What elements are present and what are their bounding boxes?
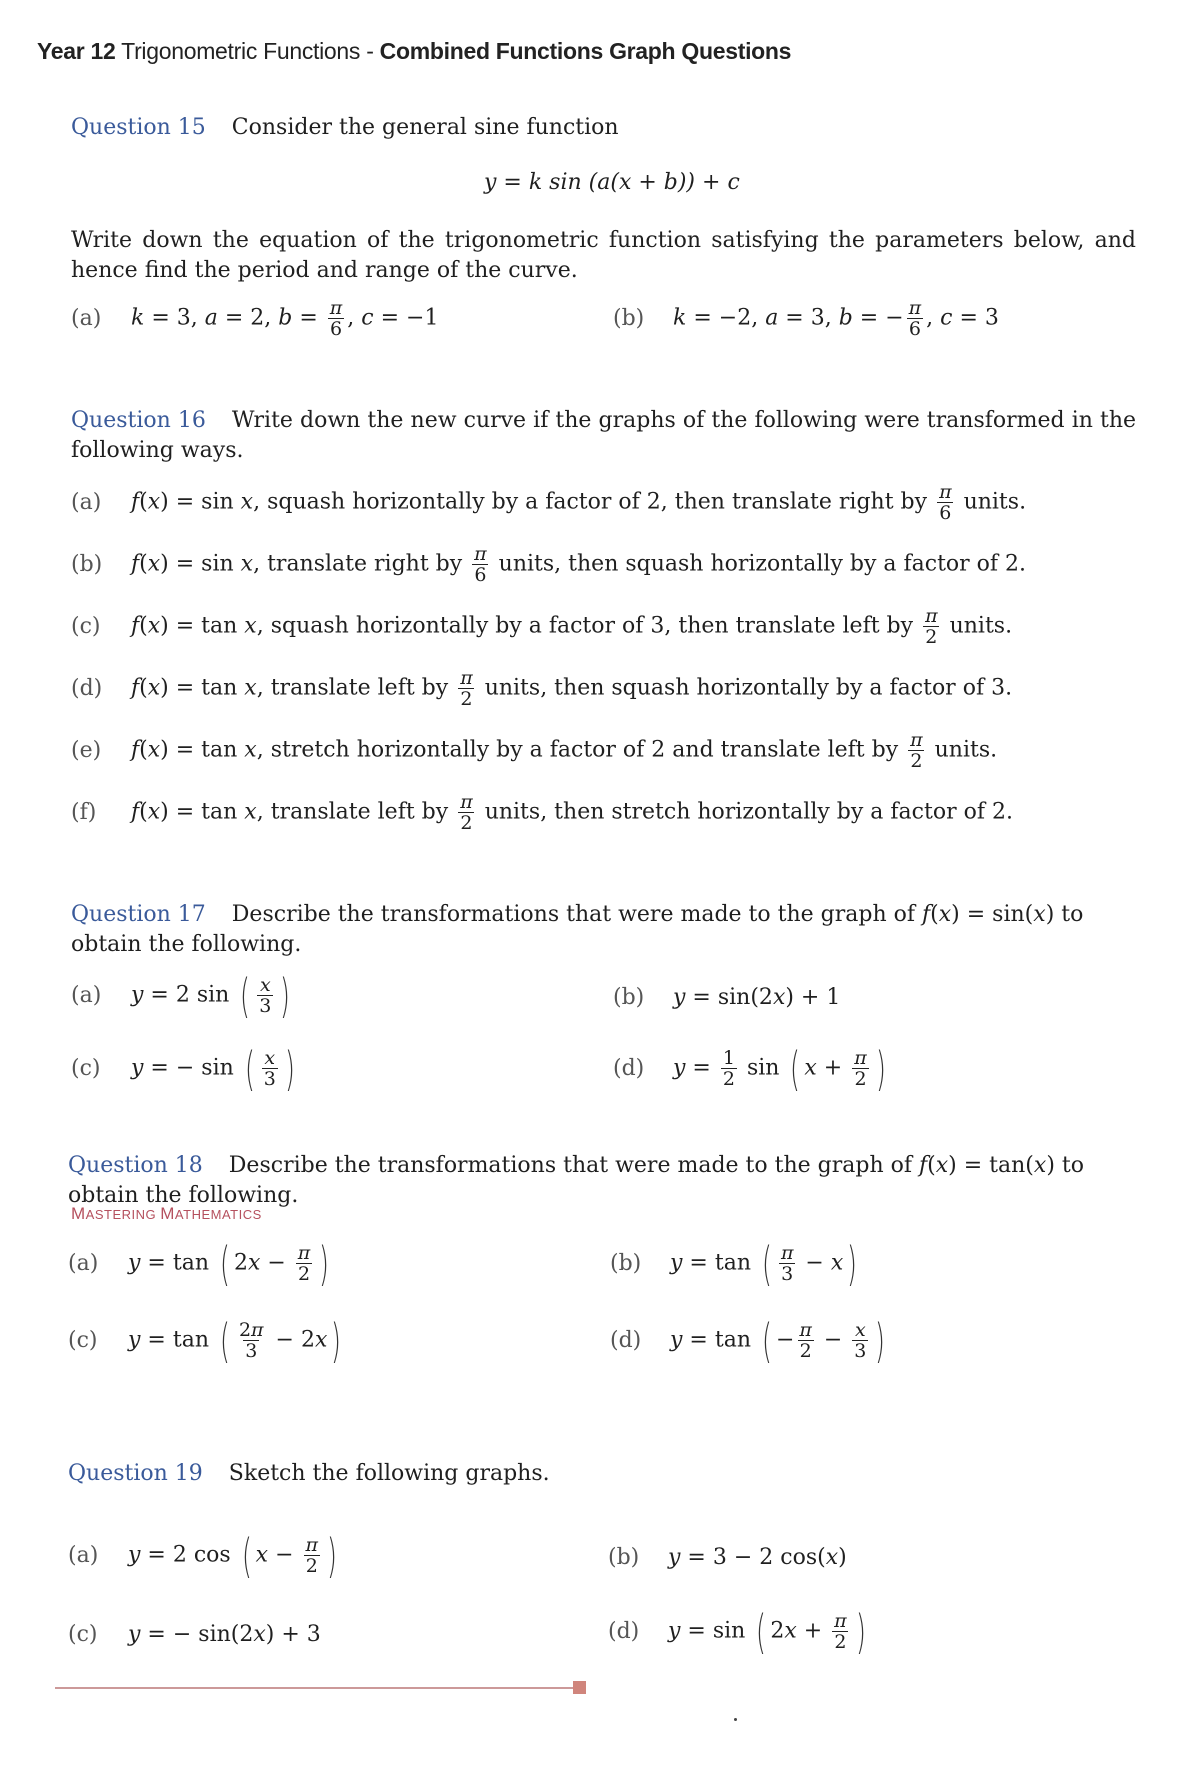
q15-heading — [71, 113, 619, 143]
q15-label: Question 15 — [71, 115, 206, 140]
footer-marker — [573, 1681, 586, 1694]
q15-a-label: (a) — [71, 305, 102, 331]
q17-intro: Describe the transformations that were made to the graph of — [231, 902, 915, 927]
q17-a-label: (a) — [71, 982, 102, 1008]
q19-item-b: (b) y = 3 − 2 cos(x) — [608, 1545, 847, 1570]
q16-f-text: , translate left by — [256, 799, 449, 825]
q19-heading — [68, 1459, 550, 1489]
q19-item-d: (d) y = sin ( 2x + $\frac{\pi}{2}$ ) — [608, 1604, 866, 1659]
q17-heading: Question 17 Describe the transformations that were made to the graph of f(x) = sin(x) to obtain the following. — [71, 902, 1084, 957]
q18-d-label: (d) — [610, 1327, 642, 1353]
q16-c-text: , squash horizontally by a factor of 3, then translate left by — [256, 613, 914, 639]
q18-b-label: (b) — [610, 1250, 642, 1276]
q19-label: Question 19 — [68, 1461, 203, 1486]
q16-item-c: (c) f(x) = tan x, squash horizontally by a factor of 3, then translate left by $\frac{\pi}{2}$ units. — [71, 605, 1013, 648]
q17-c-label: (c) — [71, 1055, 101, 1081]
q17-item-b: (b) y = sin(2x) + 1 — [613, 985, 841, 1010]
q16-item-d: (d) f(x) = tan x, translate left by $\frac{\pi}{2}$ units, then squash horizontally by a factor of 3. — [71, 667, 1013, 710]
footer-rule — [55, 1687, 575, 1689]
q16-item-b: (b) f(x) = sin x, translate right by $\frac{\pi}{6}$ units, then squash horizontally by a factor of 2. — [71, 543, 1027, 586]
q15-body: Write down the equation of the trigonometric function satisfying the parameters below, and hence find the period and range of the curve. — [71, 228, 1136, 283]
q15-part-a: (a) k = 3, a = 2, b = $\frac{\pi}{6}$ , c = −1 — [71, 297, 439, 340]
q15-intro: Consider the general sine function — [231, 115, 619, 140]
q17-item-a: (a) y = 2 sin ( $\frac{x}{3}$ ) — [71, 968, 291, 1023]
header-title: Combined Functions Graph Questions — [379, 38, 792, 64]
q19-c-label: (c) — [68, 1622, 98, 1647]
q16-e-post: units. — [934, 737, 998, 763]
q16-label: Question 16 — [71, 408, 206, 433]
q18-c-label: (c) — [68, 1327, 98, 1353]
header-topic: Trigonometric Functions - — [121, 38, 374, 64]
page-header — [37, 38, 791, 65]
q19-intro: Sketch the following graphs. — [228, 1461, 550, 1486]
q16-c-label: (c) — [71, 613, 101, 639]
q18-item-d: (d) y = tan ( − $\frac{\pi}{2}$ − $\frac{x}{3}$ ) — [610, 1313, 886, 1368]
q16-d-post: units, then squash horizontally by a factor of 3. — [484, 675, 1013, 701]
q19-a-label: (a) — [68, 1542, 99, 1568]
q15-b-label: (b) — [613, 305, 645, 331]
q16-b-label: (b) — [71, 551, 103, 577]
q16-a-post: units. — [963, 489, 1027, 515]
q16-item-f: (f) f(x) = tan x, translate left by $\frac{\pi}{2}$ units, then stretch horizontally by a factor of 2. — [71, 791, 1013, 834]
q16-heading — [71, 406, 1136, 466]
q18-item-c: (c) y = tan ( $\frac{2\pi}{3}$ − 2x) — [68, 1313, 342, 1368]
q17-d-label: (d) — [613, 1055, 645, 1081]
q18-item-b: (b) y = tan ( $\frac{\pi}{3}$ − x) — [610, 1236, 858, 1291]
q17-intro-end: to obtain the following. — [71, 902, 1084, 957]
q16-e-text: , stretch horizontally by a factor of 2 and translate left by — [256, 737, 899, 763]
q16-e-label: (e) — [71, 737, 102, 763]
q16-a-text: , squash horizontally by a factor of 2, then translate right by — [253, 489, 928, 515]
q16-c-post: units. — [949, 613, 1013, 639]
q18-intro: Describe the transformations that were made to the graph of — [228, 1153, 912, 1178]
mastering-mathematics-logo: MASTERING MATHEMATICS — [71, 1204, 262, 1223]
q16-b-post: units, then squash horizontally by a factor of 2. — [498, 551, 1027, 577]
q16-item-a: (a) f(x) = sin x, squash horizontally by a factor of 2, then translate right by $\frac{\pi}{6}$ units. — [71, 481, 1027, 524]
q19-d-label: (d) — [608, 1618, 640, 1644]
q17-item-c: (c) y = − sin ( $\frac{x}{3}$ ) — [71, 1041, 295, 1096]
q19-b-label: (b) — [608, 1545, 640, 1570]
q17-label: Question 17 — [71, 902, 206, 927]
q15-part-b: (b) k = −2, a = 3, b = − $\frac{\pi}{6}$ , c = 3 — [613, 297, 999, 340]
q18-intro-end: to obtain the following. — [68, 1153, 1084, 1208]
q17-b-label: (b) — [613, 985, 645, 1010]
q19-item-c: (c) y = − sin(2x) + 3 — [68, 1622, 321, 1647]
q18-a-label: (a) — [68, 1250, 99, 1276]
q16-item-e: (e) f(x) = tan x, stretch horizontally by a factor of 2 and translate left by $\frac{\pi}{2}$ units. — [71, 729, 998, 772]
q16-f-post: units, then stretch horizontally by a factor of 2. — [484, 799, 1013, 825]
q18-label: Question 18 — [68, 1153, 203, 1178]
q16-f-label: (f) — [71, 799, 97, 825]
stray-dot — [734, 1718, 737, 1721]
q18-heading: Question 18 Describe the transformations that were made to the graph of f(x) = tan(x) to obtain the following. — [68, 1153, 1084, 1208]
q16-b-text: , translate right by — [253, 551, 463, 577]
q15-formula: y = k sin (a(x + b)) + c — [484, 170, 740, 195]
header-year: Year 12 — [37, 38, 116, 64]
q16-d-label: (d) — [71, 675, 103, 701]
q18-item-a: (a) y = tan ( 2x − $\frac{\pi}{2}$ ) — [68, 1236, 330, 1291]
q16-d-text: , translate left by — [256, 675, 449, 701]
q19-item-a: (a) y = 2 cos ( x − $\frac{\pi}{2}$ ) — [68, 1528, 337, 1583]
q17-item-d: (d) y = $\frac{1}{2}$ sin ( x + $\frac{\pi}{2}$ ) — [613, 1041, 886, 1096]
q16-intro: Write down the new curve if the graphs of the following were transformed in the following ways. — [71, 408, 1137, 463]
q16-a-label: (a) — [71, 489, 102, 515]
